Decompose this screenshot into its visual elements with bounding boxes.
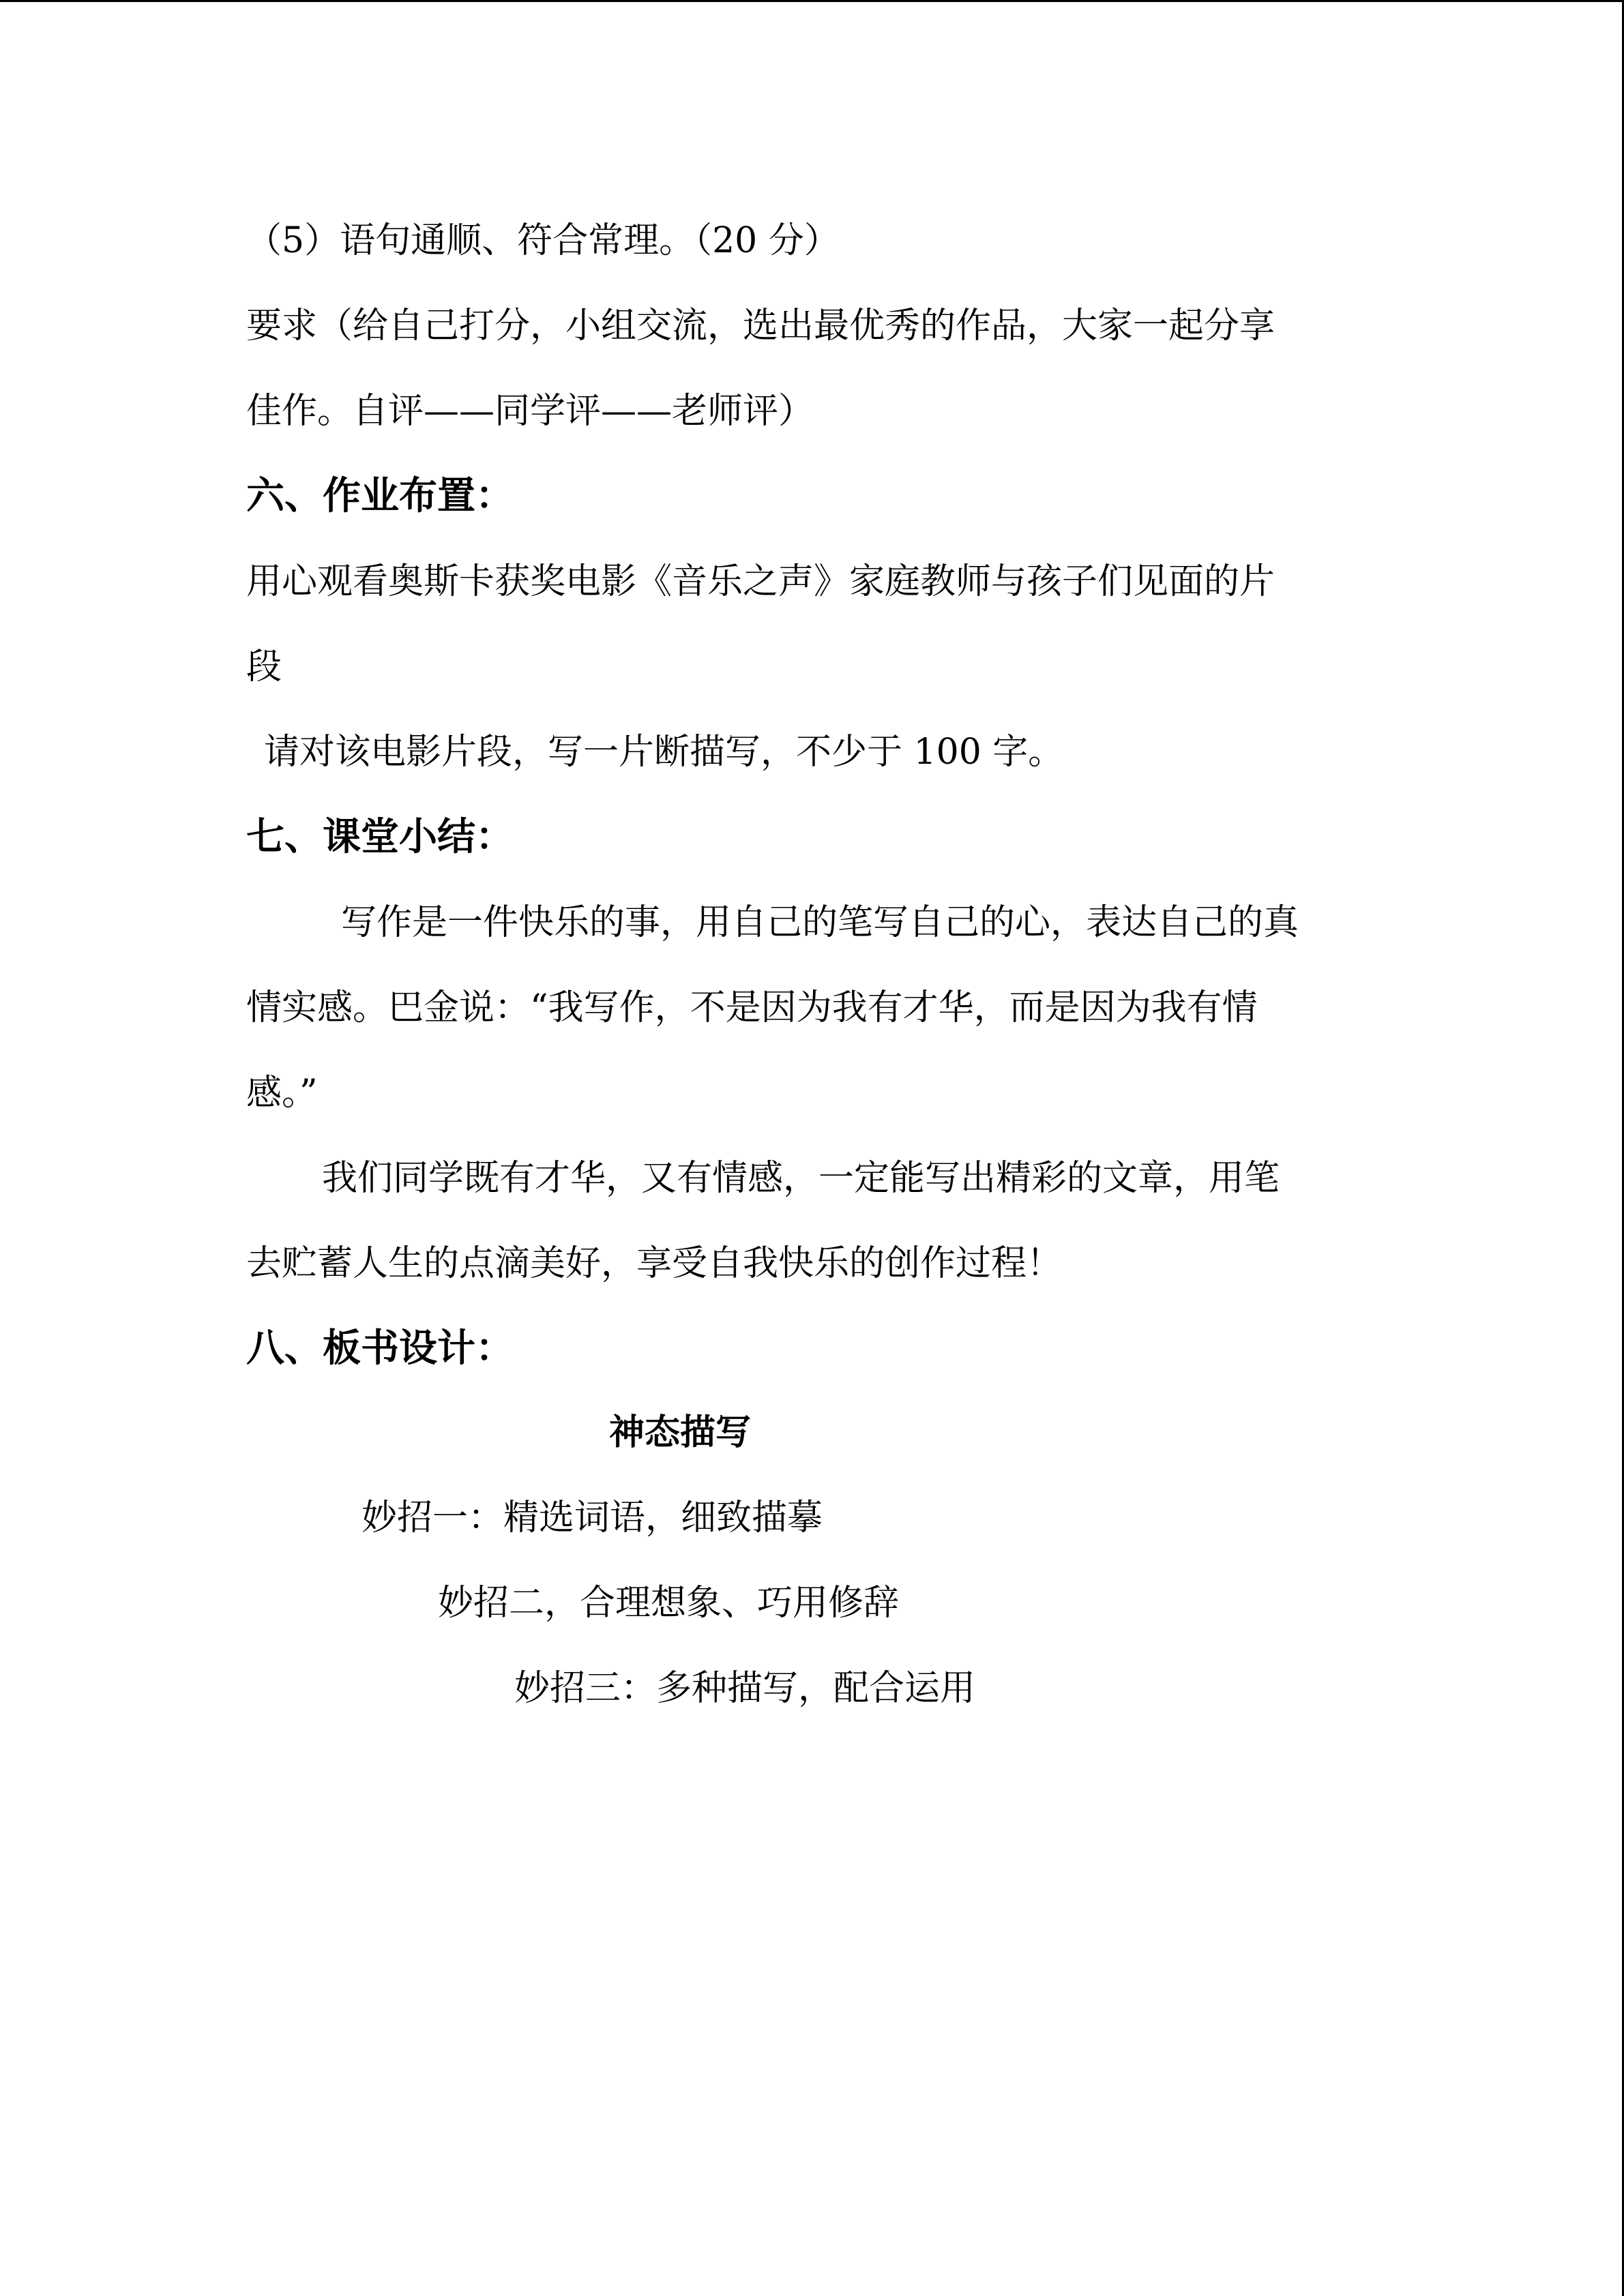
homework-line-1: 用心观看奥斯卡获奖电影《音乐之声》家庭教师与孩子们见面的片 — [246, 561, 1275, 602]
requirement-line-2: 佳作。自评——同学评——老师评） — [246, 391, 814, 432]
summary-para2-line2: 去贮蓄人生的点滴美好，享受自我快乐的创作过程！ — [246, 1243, 1063, 1284]
heading-board: 八、板书设计： — [246, 1326, 514, 1371]
requirement-line-1: 要求（给自己打分，小组交流，选出最优秀的作品，大家一起分享 — [246, 305, 1275, 346]
board-tip-1: 妙招一：精选词语，细致描摹 — [361, 1497, 823, 1538]
summary-para1-line3: 感。” — [246, 1073, 318, 1114]
summary-para1-line2: 情实感。巴金说：“我写作，不是因为我有才华，而是因为我有情 — [246, 987, 1258, 1028]
summary-para2-line1: 我们同学既有才华，又有情感，一定能写出精彩的文章，用笔 — [322, 1158, 1280, 1199]
heading-homework: 六、作业布置： — [246, 474, 514, 518]
homework-line-3: 请对该电影片段，写一片断描写，不少于 100 字。 — [264, 732, 1064, 773]
criterion-5: （5）语句通顺、符合常理。（20 分） — [246, 220, 840, 261]
board-title: 神态描写 — [609, 1412, 752, 1453]
summary-para1-line1: 写作是一件快乐的事，用自己的笔写自己的心，表达自己的真 — [341, 902, 1299, 943]
heading-summary: 七、课堂小结： — [246, 815, 514, 859]
board-tip-2: 妙招二，合理想象、巧用修辞 — [438, 1583, 900, 1624]
board-tip-3: 妙招三：多种描写，配合运用 — [514, 1668, 976, 1709]
homework-line-2: 段 — [246, 646, 282, 687]
